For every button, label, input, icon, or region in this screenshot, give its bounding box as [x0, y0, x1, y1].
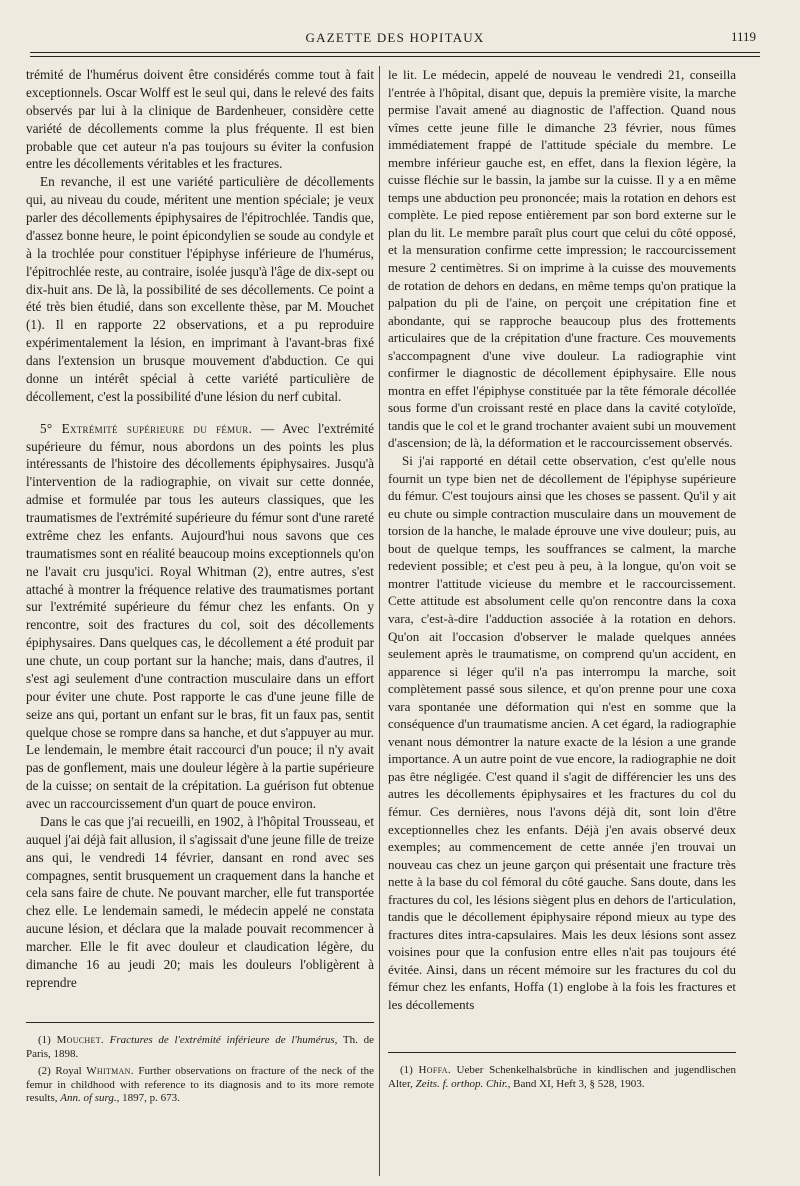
footnote-source: Band XI, Heft 3, § 528, 1903.: [510, 1077, 645, 1090]
footnote-mouchet: [26, 1034, 374, 1061]
footnote-source: Th. de Paris, 1898.: [26, 1034, 374, 1060]
footnote-rule-left: [26, 1022, 374, 1023]
footnote-rule-right: [388, 1052, 736, 1053]
footnotes-left: [26, 1034, 374, 1110]
right-paragraph-1: le lit. Le médecin, appelé de nouveau le vendredi 21, conseilla l'entrée à l'hôpital, disant que, depuis la première visite, la marche permise l'avait amené au diagnostic de l'affection. Quand nous vîmes cette jeune fille le dimanche 23 février, nous fûmes immédiatement frappé de l'attitude spéciale du membre. Le membre inférieur gauche est, en effet, dans la flexion légère, la cuisse fléchie sur le bassin, la jambe sur la cuisse. Il y a en même temps une abduction peu prononcée; mais la rotation en dehors est complète. Le pied repose entièrement par son bord externe sur le plan du lit. Le membre paraît plus court que celui du côté opposé, et la mensuration confirme cette impression; le raccourcissement mesure 2 centimètres. Si on imprime à la cuisse des mouvements de rotation de dehors en dedans, en même temps qu'on pratique la palpation du pli de l'aine, on perçoit une crépitation fine et abondante, qui se rapproche beaucoup plus des frottements articulaires que de la crépitation d'une fracture. Ces mouvements s'accompagnent d'une vive douleur. La radiographie vint confirmer le diagnostic de décollement épiphysaire. Elle nous montra en effet l'épiphyse constituée par la tête fémorale décollée sous forme d'un croissant resté en place dans la cavité cotyloïde, tandis que le col et le grand trochanter avaient subi un mouvement d'ascension; de là, la déformation et le raccourcissement observés.: [388, 67, 736, 451]
footnote-whitman: [26, 1065, 374, 1106]
column-divider: [379, 66, 380, 1176]
footnote-journal: Ann. of surg.,: [60, 1092, 120, 1105]
left-paragraph-3: — Avec l'extrémité supérieure du fémur, nous abordons un des points les plus intéressants de l'histoire des décollements épiphysaires. Jusqu'à l'intervention de la radiographie, on vivait sur cette donnée, admise et formulée par tous les auteurs classiques, que les traumatismes de l'extrémité supérieure du fémur sont d'une rareté extrême chez les enfants. Aujourd'hui nous savons que ces traumatismes sont en réalité beaucoup moins exceptionnels qu'on ne l'avait cru jusqu'ici. Royal Whitman (2), entre autres, s'est attaché à montrer la fréquence relative des traumatismes portant sur l'extrémité supérieure du fémur chez les enfants. On y rencontre, soit des fractures du col, soit des décollements épiphysaires. Dans quelques cas, le décollement a été produit par une chute, un coup portant sur la hanche; mais, dans d'autres, il s'est agi seulement d'une contraction musculaire dans un effort pour éviter une chute. Post rapporte le cas d'une jeune fille de seize ans qui, portant un enfant sur le bras, fit un faux pas, sentit quelque chose se rompre dans sa hanche, et dut s'appuyer au mur. Le lendemain, le membre était raccourci d'un pouce; il n'y avait pas de gonflement, mais une douleur légère à la partie supérieure de la cuisse; on sentait de la crépitation. La guérison fut obtenue avec un raccourcissement d'un quart de pouce environ.: [26, 420, 375, 811]
left-column: [26, 66, 374, 992]
left-paragraph-4: Dans le cas que j'ai recueilli, en 1902, à l'hôpital Trousseau, et auquel j'ai déjà fait allusion, il s'agissait d'une jeune fille de treize ans qui, le vendredi 14 février, dansant en rond avec ses compagnes, sentit brusquement un craquement dans la hanche et cela sans faire de chute. Ne pouvant marcher, elle fut transportée chez elle. Le lendemain samedi, le médecin appelé ne constata aucune lésion, et déclara que la malade pouvait recommencer à marcher. Elle le fit avec douleur et claudication légère, du dimanche 16 au jeudi 20; mais les douleurs l'obligèrent à reprendre: [26, 813, 374, 990]
section-heading: 5° Extrémité supérieure du fémur.: [40, 420, 253, 436]
footnote-text: Ueber Schenkelhalsbrüche in kindlischen and jugendlischen Alter,: [388, 1064, 737, 1090]
footnote-journal: Zeits. f. orthop. Chir.,: [415, 1077, 511, 1090]
footnote-author: Whitman.: [86, 1065, 134, 1078]
header-rule-bottom: [30, 56, 760, 57]
footnote-number: (1): [400, 1064, 419, 1076]
footnote-number: (1): [38, 1034, 57, 1046]
journal-title: GAZETTE DES HOPITAUX: [305, 30, 485, 45]
footnote-source: 1897, p. 673.: [119, 1092, 180, 1105]
left-paragraph-2: En revanche, il est une variété particulière de décollements qui, au niveau du coude, méritent une mention spéciale; je veux parler des décollements épiphysaires de l'épitrochlée. Tandis que, d'assez bonne heure, le point épicondylien se soude au condyle et à la trochlée pour constituer l'épiphyse inférieure de l'humérus, l'épitrochlée reste, au contraire, isolée jusqu'à l'âge de dix-sept ou dix-huit ans. De là, la possibilité de ses décollements. Ce point a été très bien étudié, dans son excellente thèse, par M. Mouchet (1). Il en rapporte 22 observations, et a pu reproduire expérimentalement la lésion, en imprimant à l'avant-bras fixé dans l'extension un brusque mouvement d'abduction. Ce qui donne un intérêt spécial à cette variété particulière de décollement, c'est la possibilité d'une lésion du nerf cubital.: [26, 174, 374, 404]
footnote-text: Further observations on fracture of the neck of the femur in childhood with reference to its diagnosis and to its more remote results,: [26, 1065, 374, 1105]
right-paragraph-2: Si j'ai rapporté en détail cette observation, c'est qu'elle nous fournit un type bien net de décollement de l'épiphyse supérieure du fémur. C'est toujours ainsi que les choses se passent. Qu'il y ait eu chute ou simple contraction musculaire dans un mouvement de torsion de la hanche, le malade éprouve une vive douleur; puis, au bout de quelque temps, les souffrances se calment, la marche redevient possible; et c'est peu à peu, à la longue, qu'on voit se montrer l'attitude vicieuse du membre et le raccourcissement. Cette attitude est absolument celle qu'on rencontre dans la coxa vara, c'est-à-dire l'adduction associée à la rotation en dehors. Qu'on ait l'occasion d'observer le malade quelques années seulement après le traumatisme, on comprend qu'un accident, en apparence si léger qu'il n'a pas interrompu la marche, soit complètement passé sous silence, et qu'on prenne pour une coxa vara spontanée une déformation qui n'est en somme que la conséquence d'un traumatisme ancien. A cet égard, la radiographie venant nous démontrer la nature exacte de la lésion a une grande importance. A un autre point de vue encore, la radiographie ne doit pas être négligée. C'est quand il s'agit de différencier les uns des autres les décollements épiphysaires et les fractures du col du fémur. Ces dernières, nous l'avons déjà dit, sont loin d'être exceptionnelles chez les enfants. Déjà j'en avais observé deux exemples; au commencement de cette année j'en trouvai un nouveau cas chez un jeune garçon qui présentait une fracture très nette à la base du col fémoral du côté gauche. Sans doute, dans les fractures du col, les lésions siègent plus en dehors de l'articulation, tandis que le décollement épiphysaire répond mieux au type des fractures dites intra-capsulaires. Mais les deux lésions sont assez voisines pour que la confusion entre elles n'ait pas toujours été évitée. Ainsi, dans un récent mémoire sur les fractures du col du fémur chez les enfants, Hoffa (1) englobe à la fois les fractures et les décollements: [388, 453, 736, 1012]
footnote-number: (2) Royal: [38, 1065, 87, 1078]
left-section-femur: [26, 420, 374, 813]
header-rule-top: [30, 52, 760, 53]
footnotes-right: [388, 1064, 736, 1095]
page-header: [30, 26, 760, 46]
page-number: 1119: [730, 29, 756, 44]
right-column: [388, 66, 736, 1014]
left-paragraph-1: trémité de l'humérus doivent être considérés comme tout à fait exceptionnels. Oscar Wolff est le seul qui, dans le relevé des faits observés par lui à la clinique de Bardenheuer, considère cette variété de décollements comme la plus fréquente. Il est bien probable que cet auteur n'a pas toujours su éviter la confusion entre les décollements véritables et les fractures.: [26, 67, 374, 172]
footnote-author: Mouchet.: [56, 1034, 104, 1046]
footnote-author: Hoffa.: [418, 1064, 451, 1076]
footnote-hoffa: [388, 1064, 736, 1091]
footnote-title: Fractures de l'extrémité inférieure de l'humérus,: [103, 1034, 338, 1046]
